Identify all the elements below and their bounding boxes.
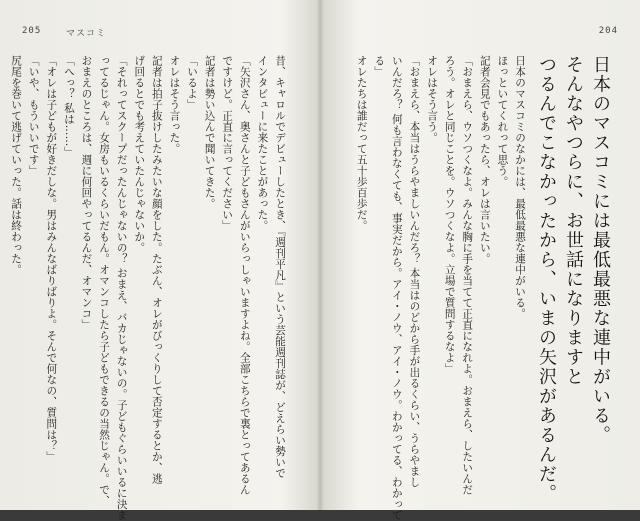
text-line: 「それってスクープだったんじゃないの？ おまえ、バカじゃないの。子どもぐらいいるに決ま [115, 55, 128, 521]
headline-line: 日本のマスコミには最低最悪な連中がいる。 [590, 55, 611, 445]
running-head: マスコミ [66, 29, 107, 39]
text-line: ほっといてくれって思う。 [496, 55, 509, 187]
text-line: いんだろ？ 何も言わなくても、事実だから。アイ・ノウ、アイ・ノウ。わかってる、わかって [390, 55, 403, 521]
text-line: 尻尾を巻いて逃げていった。話は終わった。 [10, 55, 23, 275]
text-line: 「いるよ」 [186, 55, 199, 110]
text-line: げ回るとでも考えていたんじゃないか。 [133, 55, 146, 253]
text-line: おまえのところは、週に何回やってるんだ、オマンコ」 [80, 55, 93, 330]
text-line: 「おまえら、本当はうらやましいんだろ？ 本当はのどから手が出るくらい、うらやまし [408, 55, 421, 488]
text-line: 記者会見でもあったら、オレは言いたい。 [478, 55, 491, 264]
text-line: 記者は拍子抜けしたみたいな顔をした。たぶん、オレがびっくりして否定するとか、逃 [150, 55, 163, 484]
text-line: インタビューに来たことがあった。 [256, 55, 269, 231]
text-line: ですけど。正直に言ってください」 [221, 55, 234, 231]
text-line: 記者は勢い込んで聞いてきた。 [203, 55, 216, 209]
text-line: 「いや、もういいです」 [27, 55, 40, 176]
left-body-text [8, 55, 288, 521]
right-page [322, 0, 640, 521]
text-line: オレはそう言う。 [426, 55, 439, 143]
text-line: ってるじゃん。女房もいるくらいだもん。オマンコしたら子どもできるの当然じゃん。で、 [98, 55, 111, 506]
text-line: 「オレは子どもが好きだしな。男はみんなばりばりよ。そんで何なの、質問は？」 [45, 55, 58, 462]
right-body-text [334, 55, 614, 521]
left-page [0, 0, 318, 521]
page-number: 204 [598, 26, 618, 36]
headline-line: つるんでこなかったから、いまの矢沢があるんだ。 [536, 55, 557, 504]
text-line: 昔、キャロルでデビューしたとき、『週刊平凡』という芸能週刊誌が、どえらい勢いで [274, 55, 286, 479]
text-line: 日本のマスコミのなかには、最低最悪な連中がいる。 [514, 55, 526, 319]
text-line: 「矢沢さん、奥さんと子どもさんがいらっしゃいますよね。全部こちらで裏とってあるん [238, 55, 251, 495]
text-line: ろう。オレと同じことを。ウソつくなよ。立場で質問するなよ」 [443, 55, 456, 374]
text-line: 「へっ？ 私は……」 [62, 55, 75, 158]
text-line: オレはそう言った。 [168, 55, 181, 154]
page-number: 205 [22, 26, 42, 36]
text-line: る」 [373, 55, 386, 77]
text-line: 「おまえら、ウソつくなよ。みんな胸に手を当てて正直になれよ。おまえら、したいんだ [461, 55, 474, 495]
headline-line: そんなやつらに、お世話になりますと [563, 55, 584, 387]
text-line: オレたちは誰だって五十歩百歩だ。 [355, 55, 368, 231]
